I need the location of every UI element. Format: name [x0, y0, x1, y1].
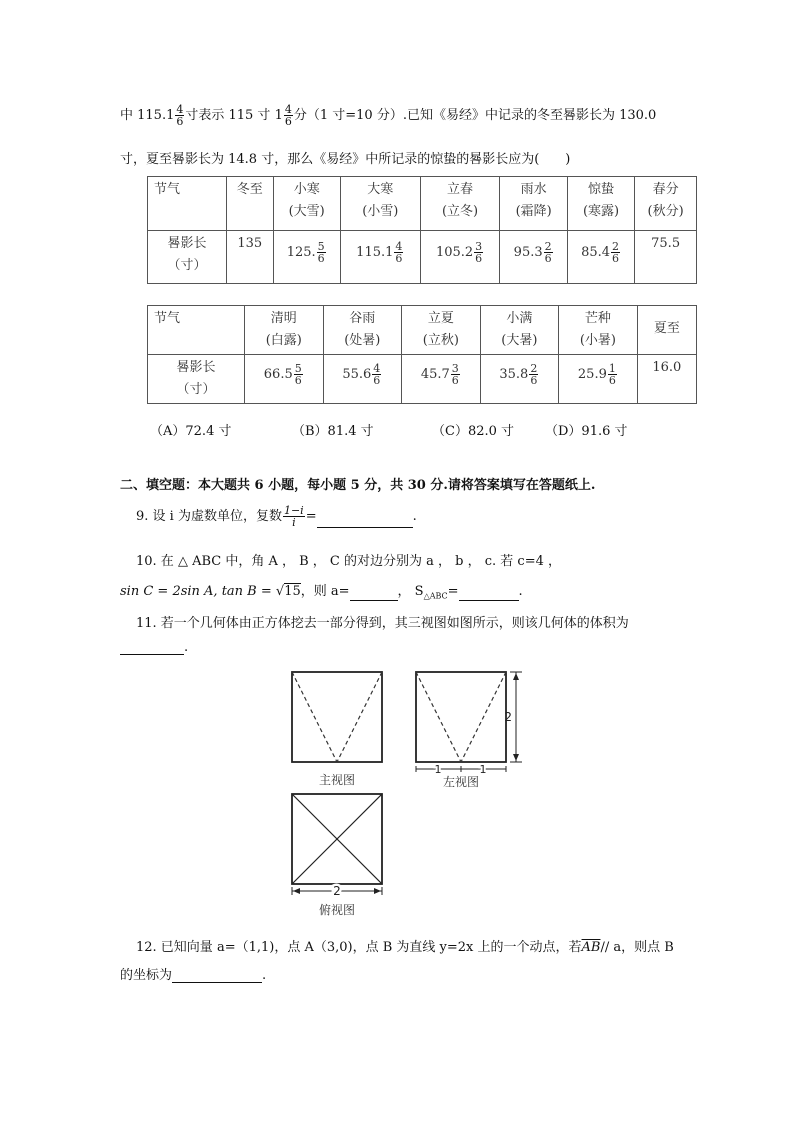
frac-num: 3 [475, 239, 483, 253]
q9-equals: = [305, 509, 317, 524]
q11-line1: 11. 若一个几何体由正方体挖去一部分得到，其三视图如图所示，则该几何体的体积为 [136, 616, 629, 631]
q10-subscript: △ABC [423, 591, 448, 601]
side-view-square [416, 672, 506, 762]
side-dashed-left [416, 672, 461, 762]
term-alt: (小暑) [579, 333, 616, 348]
value-fraction [372, 363, 381, 386]
q10-period: . [518, 584, 523, 599]
row-label-2: （寸） [176, 382, 216, 397]
value-fraction [544, 241, 553, 264]
term-name: 大寒 [367, 182, 394, 197]
width-arrow-right [374, 888, 381, 894]
frac-num: 2 [544, 239, 552, 253]
table1-val-6 [635, 230, 697, 284]
table1-header-row [148, 177, 697, 231]
table2-col-0-name [245, 306, 324, 355]
value: 105.2 [435, 244, 474, 260]
table2-value-row [148, 355, 697, 404]
q10-text-a: ，则 a= [300, 584, 350, 599]
table2-val-2 [402, 355, 481, 404]
frac-den: 6 [317, 251, 325, 265]
value-fraction [294, 363, 303, 386]
table2-col-1-name [323, 306, 402, 355]
table1-col-1-name [273, 177, 340, 231]
frac-num: 5 [317, 239, 325, 253]
frac-den: 6 [544, 251, 552, 265]
term-name: 小寒 [293, 182, 320, 197]
side-view-label: 左视图 [442, 775, 480, 789]
q9-answer-blank[interactable] [317, 513, 413, 528]
value: 55.6 [342, 367, 372, 382]
value: 95.3 [513, 244, 543, 260]
q12-line1 [136, 936, 674, 955]
table2-col-4-name [559, 306, 638, 355]
term-name: 雨水 [520, 182, 547, 197]
q12-text-b: // a，则点 B [600, 940, 674, 955]
q12-period: . [262, 968, 267, 983]
table1-col-0-name [227, 177, 274, 231]
term-alt: (白露) [265, 333, 302, 348]
value-fraction [317, 241, 326, 264]
frac-den: 6 [176, 115, 184, 128]
term-name: 小满 [506, 311, 533, 326]
table2-val-1 [323, 355, 402, 404]
table2-col-2-name [402, 306, 481, 355]
table1-head-label: 节气 [148, 177, 227, 231]
term-alt: (小雪) [362, 204, 399, 219]
q12-text-c: 的坐标为 [120, 968, 173, 983]
q11-answer-blank[interactable] [120, 640, 184, 655]
table1-col-2-name [340, 177, 420, 231]
table1-val-4 [500, 230, 567, 284]
half-right-label: 1 [479, 763, 487, 776]
table2-header-row [148, 306, 697, 355]
q8-text-b: 寸表示 115 寸 1 [185, 108, 283, 123]
term-name: 惊蛰 [588, 182, 615, 197]
term-alt: (立冬) [441, 204, 479, 219]
width-dim-label: 2 [333, 884, 341, 898]
q10-line2 [120, 580, 523, 601]
q9-text: 9. 设 i 为虚数单位，复数 [136, 509, 282, 524]
q11-period: . [184, 640, 189, 655]
front-view-label: 主视图 [318, 773, 356, 787]
table2-col-3-name [480, 306, 559, 355]
term-alt: (大暑) [501, 333, 538, 348]
frac-num: 4 [176, 103, 184, 116]
sqrt-radicand: 15 [284, 584, 301, 599]
solar-term-table-1 [147, 176, 697, 284]
table1-val-2 [340, 230, 420, 284]
q8-line1 [120, 104, 656, 127]
q8-text-c: 分（1 寸=10 分）.已知《易经》中记录的冬至晷影长为 130.0 [293, 108, 657, 123]
value-fraction [474, 241, 483, 264]
q10-equals: = [447, 584, 459, 599]
term-name: 清明 [270, 311, 297, 326]
row-label-1: 晷影长 [176, 360, 216, 375]
term-alt: (寒露) [582, 204, 620, 219]
q12-answer-blank[interactable] [172, 968, 262, 983]
value: 115.1 [356, 244, 394, 260]
term-name: 春分 [652, 182, 679, 197]
term-name: 冬至 [236, 182, 263, 197]
q9-fraction [283, 505, 305, 528]
q10-line1: 10. 在 △ ABC 中，角 A ， B ， C 的对边分别为 a ， b ， c. 若 c=4 ， [136, 554, 562, 569]
value-fraction [394, 241, 403, 264]
option-b: （B）81.4 寸 [292, 424, 374, 439]
value-fraction [611, 241, 620, 264]
table2-val-5 [637, 355, 696, 404]
table1-val-0 [227, 230, 274, 284]
table2-row-label [148, 355, 245, 404]
table1-val-3 [420, 230, 500, 284]
table1-col-4-name [500, 177, 567, 231]
height-arrow-down [513, 754, 519, 761]
value: 85.4 [581, 244, 611, 260]
value: 75.5 [651, 235, 681, 251]
frac-den: i [292, 516, 296, 529]
frac-den: 6 [373, 374, 381, 387]
value: 66.5 [263, 367, 293, 382]
term-name: 芒种 [584, 311, 611, 326]
option-d: （D）91.6 寸 [545, 424, 628, 439]
value: 45.7 [420, 367, 450, 382]
frac-den: 6 [475, 251, 483, 265]
row-label-2: （寸） [167, 257, 207, 273]
option-a: （A）72.4 寸 [150, 424, 232, 439]
term-alt: (处暑) [344, 333, 381, 348]
frac-den: 6 [608, 374, 616, 387]
half-left-label: 1 [434, 763, 442, 776]
value-fraction [451, 363, 460, 386]
frac-num: 2 [612, 239, 620, 253]
three-views-figure [280, 664, 530, 922]
q12-text-a: 12. 已知向量 a=（1,1)，点 A（3,0)，点 B 为直线 y=2x 上的一个动点，若 [136, 940, 582, 955]
table2-col-5-name [637, 306, 696, 355]
q9 [136, 505, 417, 528]
table1-col-5-name [567, 177, 634, 231]
frac-den: 6 [530, 374, 538, 387]
value: 135 [237, 235, 263, 251]
q11-line2 [120, 640, 188, 655]
frac-den: 6 [395, 251, 403, 265]
frac-num: 4 [284, 103, 292, 116]
top-view-label: 俯视图 [318, 903, 356, 917]
frac-num: 3 [451, 362, 459, 375]
q9-period: . [412, 509, 417, 524]
table2-val-3 [480, 355, 559, 404]
table2-val-0 [245, 355, 324, 404]
table1-col-3-name [420, 177, 500, 231]
term-name: 立春 [447, 182, 474, 197]
value: 16.0 [652, 360, 682, 375]
q12-line2 [120, 964, 266, 983]
table1-value-row [148, 230, 697, 284]
frac-num: 1−i [283, 504, 304, 517]
solar-term-table-2 [147, 305, 697, 404]
term-name: 立夏 [427, 311, 454, 326]
frac-num: 4 [373, 362, 381, 375]
frac-num: 1 [608, 362, 616, 375]
table1-val-5 [567, 230, 634, 284]
table1-col-6-name [635, 177, 697, 231]
height-arrow-up [513, 673, 519, 680]
q12-vector-ab: $\overline{AB}$ [581, 940, 601, 955]
value: 125. [286, 244, 316, 260]
q10-area-blank[interactable] [459, 586, 519, 601]
term-name: 夏至 [653, 321, 680, 336]
frac-num: 2 [530, 362, 538, 375]
value-fraction [608, 363, 617, 386]
width-arrow-left [293, 888, 300, 894]
height-dim-label: 2 [504, 710, 512, 724]
q10-a-blank[interactable] [350, 586, 398, 601]
front-dashed-left [292, 672, 337, 762]
q8-text-a: 中 115.1 [120, 108, 175, 123]
q10-formula: sin C = 2sin A, tan B = [120, 584, 276, 599]
value-fraction [529, 363, 538, 386]
frac-den: 6 [294, 374, 302, 387]
q8-line2: 寸，夏至晷影长为 14.8 寸，那么《易经》中所记录的惊蛰的晷影长应为( ) [120, 152, 571, 167]
section-title: 二、填空题：本大题共 6 小题，每小题 5 分，共 30 分.请将答案填写在答题纸上. [120, 478, 596, 493]
table1-val-1 [273, 230, 340, 284]
front-dashed-right [337, 672, 382, 762]
term-name: 谷雨 [349, 311, 376, 326]
term-alt: (大雪) [288, 204, 325, 219]
sqrt-sign: √ [275, 584, 285, 599]
value: 35.8 [499, 367, 529, 382]
row-label-1: 晷影长 [167, 235, 207, 251]
q8-fraction-2 [284, 104, 293, 127]
frac-den: 6 [451, 374, 459, 387]
frac-num: 4 [395, 239, 403, 253]
side-dashed-right [461, 672, 506, 762]
table1-row-label [148, 230, 227, 284]
frac-den: 6 [612, 251, 620, 265]
option-c: （C）82.0 寸 [432, 424, 515, 439]
frac-den: 6 [284, 115, 292, 128]
value: 25.9 [577, 367, 607, 382]
front-view-square [292, 672, 382, 762]
term-alt: (秋分) [647, 204, 684, 219]
table2-val-4 [559, 355, 638, 404]
frac-num: 5 [294, 362, 302, 375]
term-alt: (立秋) [422, 333, 459, 348]
term-alt: (霜降) [515, 204, 552, 219]
q10-text-s: ， S [397, 584, 424, 599]
table2-head-label: 节气 [148, 306, 245, 355]
q8-fraction-1 [175, 104, 184, 127]
